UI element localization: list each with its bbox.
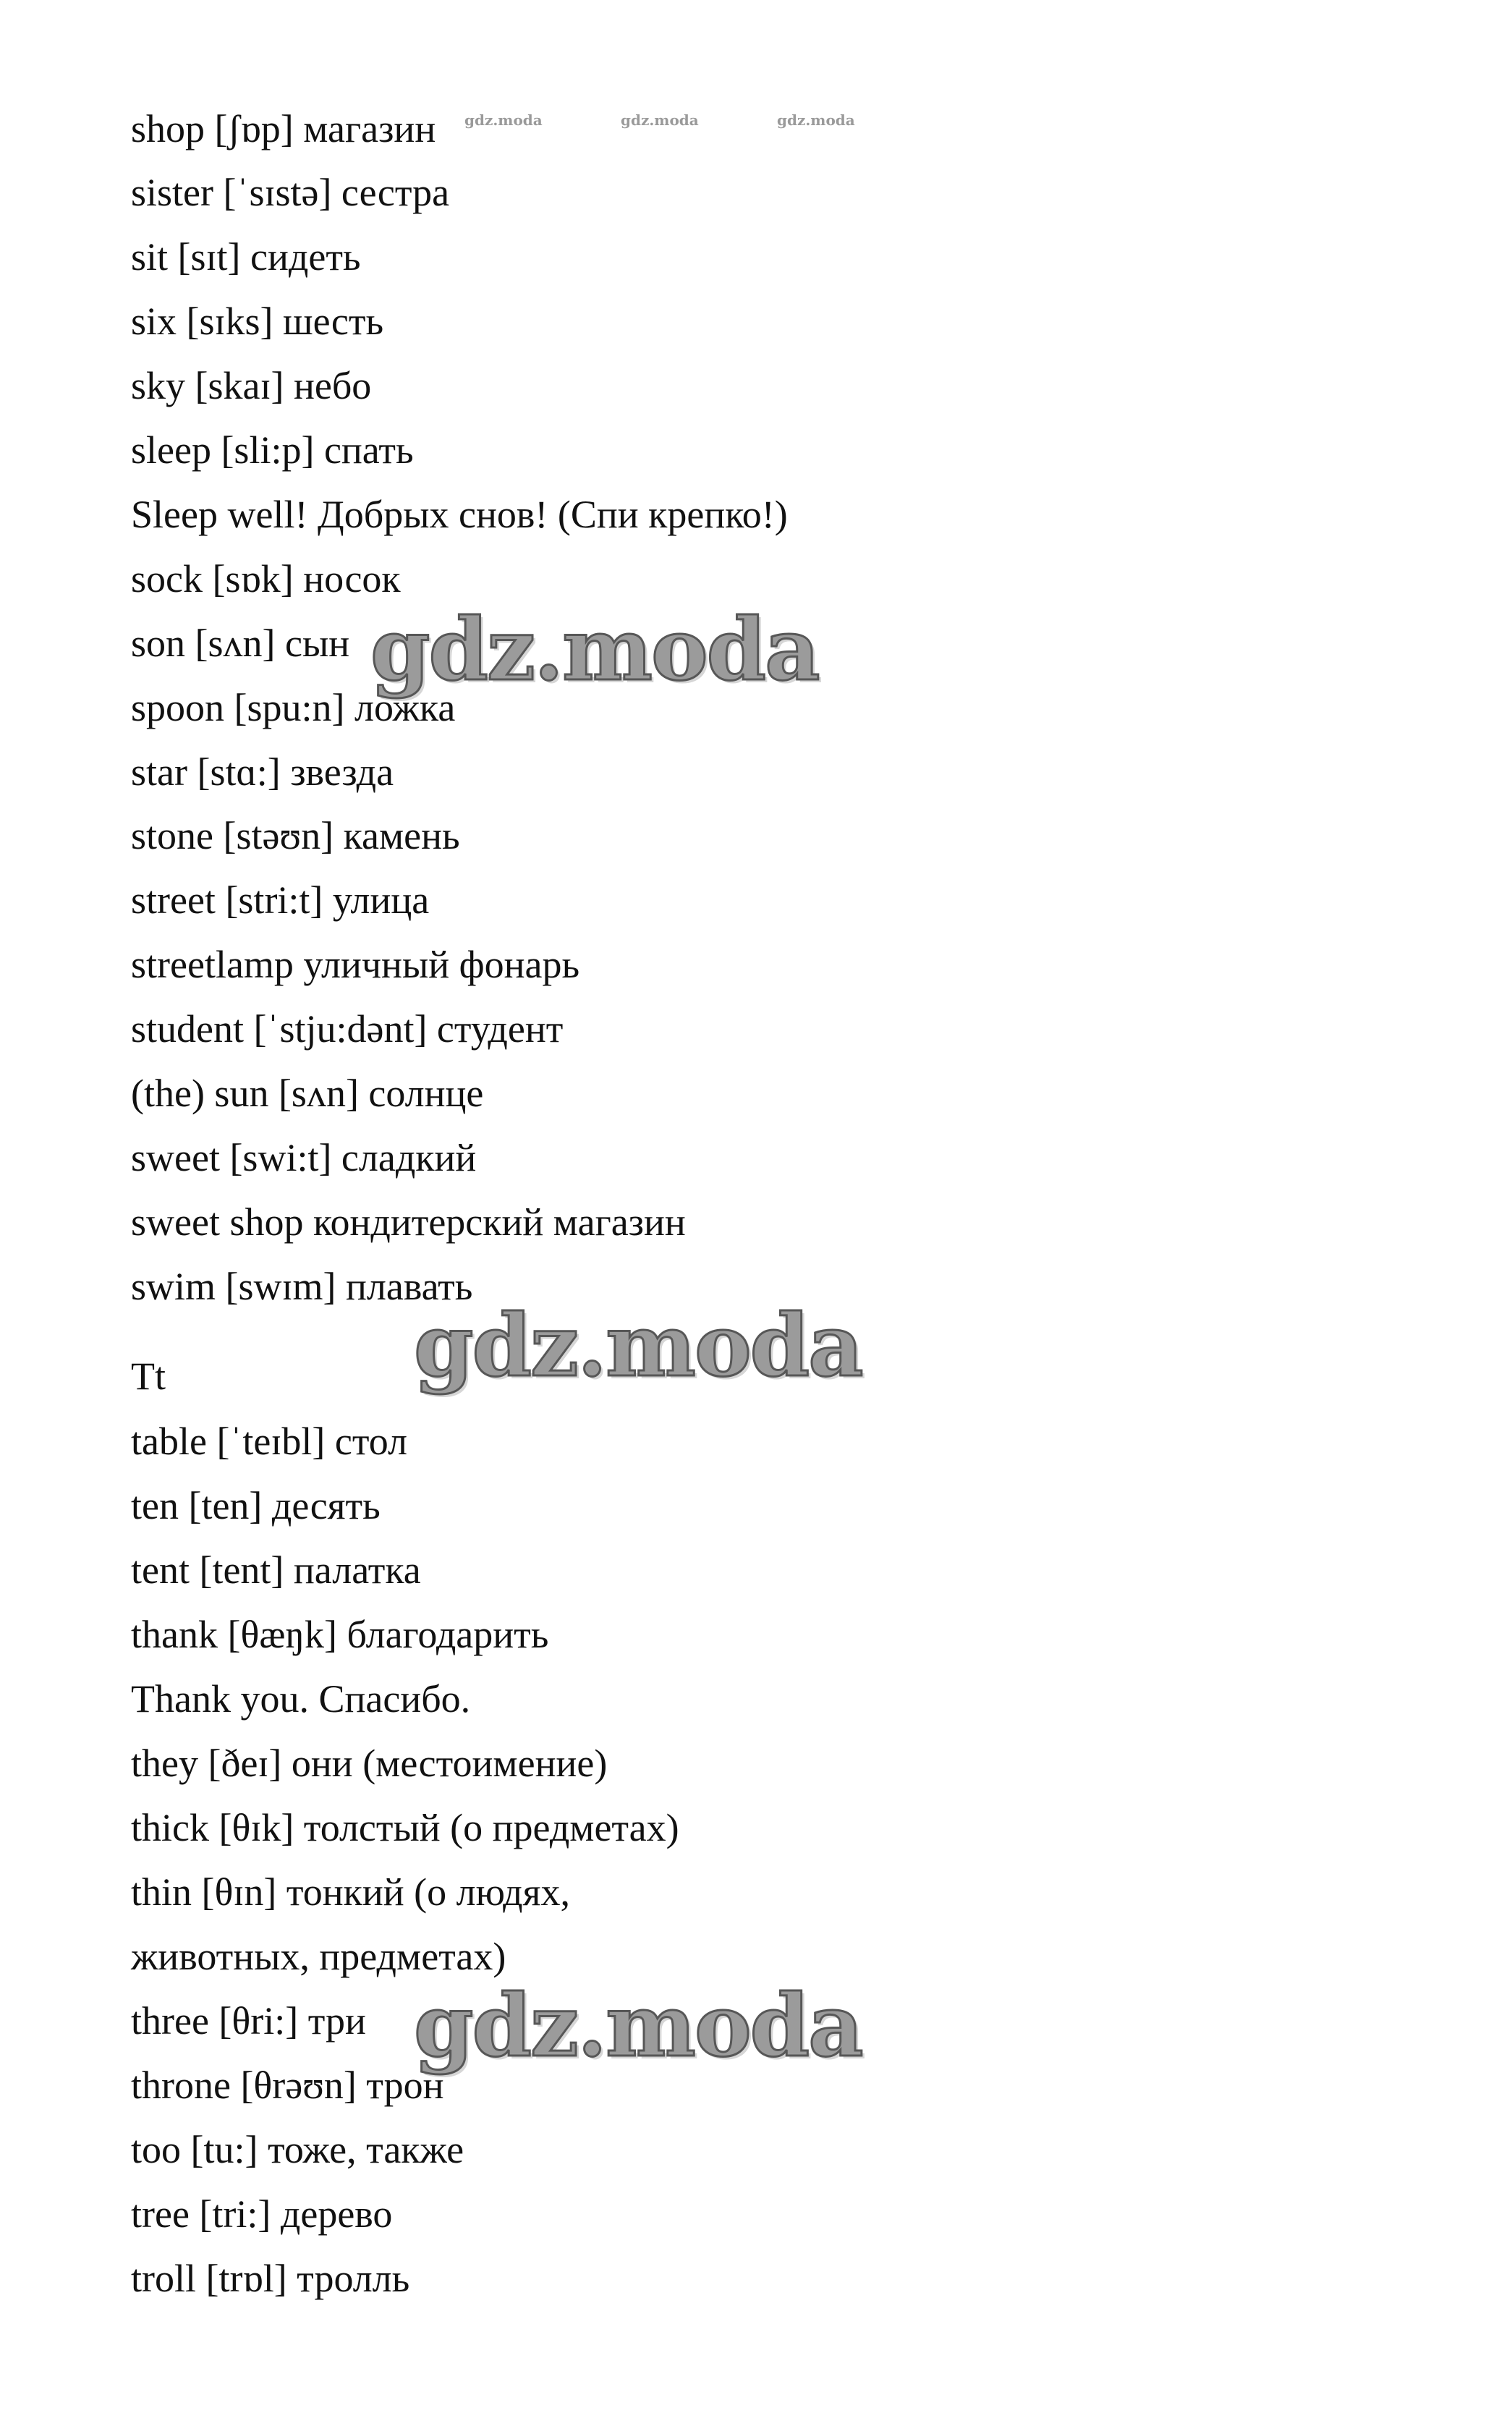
watermark-small: gdz.moda [777,111,855,129]
watermark-large: gdz.moda [414,1975,862,2076]
vocab-entry-shop: shop [ʃɒp] магазин [131,107,436,150]
vocab-entry-thank: thank [θæŋk] благодарить [131,1613,549,1656]
watermark-large: gdz.moda [414,1295,862,1396]
vocab-entry-tent: tent [tent] палатка [131,1548,421,1592]
vocab-entry-student: student [ˈstju:dənt] студент [131,1007,564,1051]
vocab-entry-too: too [tu:] тоже, также [131,2128,464,2171]
watermark-small: gdz.moda [464,111,543,129]
vocab-entry-thick: thick [θɪk] толстый (о предметах) [131,1806,679,1849]
watermark-large: gdz.moda [370,599,819,700]
vocab-entry-six: six [sɪks] шесть [131,300,384,343]
vocab-entry-thin: thin [θɪn] тонкий (о людях, [131,1870,570,1914]
vocab-entry-sit: sit [sɪt] сидеть [131,235,361,279]
vocab-entry-throne: throne [θrəʊn] трон [131,2064,444,2107]
vocab-entry-thin-continued: животных, предметах) [131,1935,506,1978]
vocab-entry-sun: (the) sun [sʌn] солнце [131,1072,484,1115]
vocab-entry-troll: troll [trɒl] тролль [131,2257,410,2300]
vocab-entry-star: star [stɑ:] звезда [131,750,394,794]
section-heading-tt: Tt [131,1354,166,1398]
vocab-entry-ten: ten [ten] десять [131,1484,381,1527]
vocab-entry-sleep-well: Sleep well! Добрых снов! (Спи крепко!) [131,493,788,536]
vocab-entry-stone: stone [stəʊn] камень [131,814,460,857]
vocab-entry-thank-you: Thank you. Спасибо. [131,1677,471,1721]
vocab-entry-son: son [sʌn] сын [131,622,350,665]
vocab-entry-table: table [ˈteɪbl] стол [131,1420,407,1463]
vocab-entry-sock: sock [sɒk] носок [131,557,401,601]
vocab-entry-spoon: spoon [spu:n] ложка [131,686,456,729]
vocab-entry-sweet: sweet [swi:t] сладкий [131,1136,477,1179]
vocab-entry-sweet-shop: sweet shop кондитерский магазин [131,1200,686,1244]
vocab-entry-swim: swim [swɪm] плавать [131,1265,473,1308]
vocab-entry-sleep: sleep [sli:p] спать [131,428,414,472]
vocab-entry-tree: tree [tri:] дерево [131,2192,393,2236]
vocab-entry-sister: sister [ˈsɪstə] сестра [131,171,450,214]
watermark-small: gdz.moda [621,111,699,129]
vocab-entry-streetlamp: streetlamp уличный фонарь [131,943,580,986]
vocab-entry-sky: sky [skaɪ] небо [131,364,372,407]
vocab-entry-three: three [θri:] три [131,1999,366,2043]
vocab-entry-they: they [ðeɪ] они (местоимение) [131,1742,608,1785]
vocab-entry-street: street [stri:t] улица [131,878,430,922]
